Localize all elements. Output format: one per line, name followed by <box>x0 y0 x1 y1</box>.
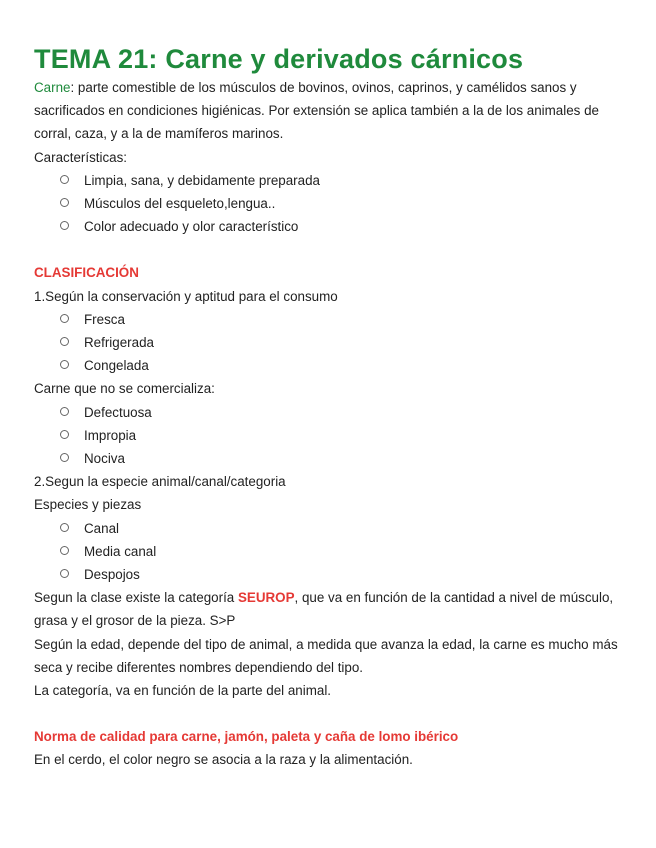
section-1-heading: 1.Según la conservación y aptitud para el consumo <box>34 288 338 304</box>
seurop-term: SEUROP <box>237 590 295 606</box>
list-item: Media canal <box>34 540 624 563</box>
list-item: Defectuosa <box>34 401 624 424</box>
edad-paragraph: Según la edad, depende del tipo de animal, a medida que avanza la edad, la carne es mucho más seca y recibe diferentes nombres dependiendo del tipo. <box>34 636 618 675</box>
especies-label: Especies y piezas <box>34 497 142 513</box>
list-item: Congelada <box>34 354 624 377</box>
circle-bullet-icon <box>60 360 69 369</box>
caracteristicas-list <box>34 169 624 239</box>
list-item: Músculos del esqueleto,lengua.. <box>34 192 624 215</box>
no-comercializa-label: Carne que no se comercializa: <box>34 381 215 397</box>
intro-paragraph <box>34 76 624 146</box>
section-2-heading: 2.Segun la especie animal/canal/categoria <box>34 474 286 490</box>
categoria-paragraph: La categoría, va en función de la parte del animal. <box>34 683 332 699</box>
list-item: Nociva <box>34 447 624 470</box>
norma-paragraph: En el cerdo, el color negro se asocia a la raza y la alimentación. <box>34 752 413 768</box>
circle-bullet-icon <box>60 453 69 462</box>
intro-term: Carne <box>34 80 71 95</box>
page-title: TEMA 21: Carne y derivados cárnicos <box>34 44 524 74</box>
circle-bullet-icon <box>60 337 69 346</box>
circle-bullet-icon <box>60 407 69 416</box>
circle-bullet-icon <box>60 198 69 207</box>
list-item: Limpia, sana, y debidamente preparada <box>34 169 624 192</box>
circle-bullet-icon <box>60 175 69 184</box>
circle-bullet-icon <box>60 221 69 230</box>
circle-bullet-icon <box>60 314 69 323</box>
caracteristicas-label: Características: <box>34 149 128 165</box>
seurop-paragraph: Segun la clase existe la categoría SEUROP, que va en función de la cantidad a nivel de músculo, grasa y el grosor de la pieza. S>P <box>34 590 614 629</box>
norma-heading: Norma de calidad para carne, jamón, paleta y caña de lomo ibérico <box>34 729 459 745</box>
circle-bullet-icon <box>60 569 69 578</box>
list-item: Despojos <box>34 563 624 586</box>
clasificacion-heading: CLASIFICACIÓN <box>34 265 139 281</box>
circle-bullet-icon <box>60 523 69 532</box>
intro-definition: : parte comestible de los músculos de bovinos, ovinos, caprinos, y camélidos sanos y sacrificados en condiciones higiénicas. Por extensión se aplica también a la de los animales de corral, caza, y a la de mamíferos marinos. <box>34 80 599 142</box>
list-item: Color adecuado y olor característico <box>34 215 624 238</box>
list-item: Impropia <box>34 424 624 447</box>
conservacion-list <box>34 308 624 378</box>
circle-bullet-icon <box>60 430 69 439</box>
circle-bullet-icon <box>60 546 69 555</box>
especies-list <box>34 517 624 587</box>
list-item: Refrigerada <box>34 331 624 354</box>
no-comercializa-list <box>34 401 624 471</box>
list-item: Fresca <box>34 308 624 331</box>
list-item: Canal <box>34 517 624 540</box>
document-page <box>34 42 624 772</box>
